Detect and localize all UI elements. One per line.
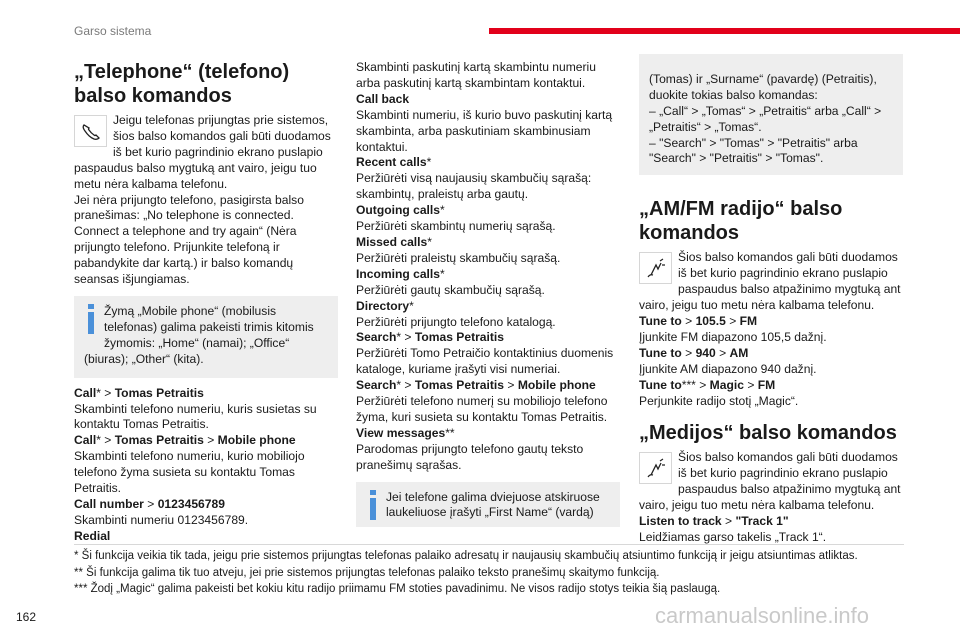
- radio-heading: „AM/FM radijo“ balso komandos: [639, 198, 843, 245]
- info-icon: [366, 490, 380, 524]
- telephone-heading: „Telephone“ (telefono) balso komandos: [74, 61, 290, 107]
- info-icon: [84, 304, 98, 338]
- command-tune-am: Tune to > 940 > AM Įjunkite AM diapazono 940 dažnį.: [639, 345, 817, 376]
- voice-icon: [639, 452, 672, 484]
- media-intro: Šios balso komandos gali būti duodamos iš bet kurio pagrindinio ekrano puslapio paspaudus balso atpažinimo mygtuką ant vairo, jeigu tuo metu nėra kalbama telefonu.: [639, 450, 901, 513]
- command-call-mobile: Call* > Tomas Petraitis > Mobile phone Skambinti telefono numeriu, kurio mobiliojo telefono žyma susieta su kontaktu Tomas Petraitis.: [74, 433, 305, 496]
- info-note-name-fields: Jei telefone galima dviejuose atskiruose laukeliuose įrašyti „First Name“ (vardą): [356, 482, 620, 528]
- watermark: carmanualsonline.info: [655, 603, 870, 628]
- command-outgoing-calls: Outgoing calls* Peržiūrėti skambintų numerių sąrašą.: [356, 203, 556, 234]
- column-phone-commands: [356, 60, 620, 527]
- command-recent-calls: Recent calls* Peržiūrėti visą naujausių skambučių sąrašą: skambintų, praleistų arba gautų.: [356, 155, 592, 202]
- command-redial: Redial: [74, 528, 111, 543]
- info-note-mobile-phone: Žymą „Mobile phone“ (mobilusis telefonas) galima pakeisti trimis kitomis žymomis: „Home“ (namai); „Office“ (biuras); „Other“ (kita).: [74, 296, 338, 378]
- radio-intro: Šios balso komandos gali būti duodamos iš bet kurio pagrindinio ekrano puslapio paspaudus balso atpažinimo mygtuką ant vairo, jeigu tuo metu nėra kalbama telefonu.: [639, 250, 901, 313]
- redial-desc: Skambinti paskutinį kartą skambintu numeriu arba paskutinį kartą skambintam kontaktui.: [356, 60, 596, 90]
- command-call-contact: Call* > Tomas Petraitis Skambinti telefono numeriu, kuris susietas su kontaktu Tomas Petraitis.: [74, 385, 317, 432]
- footnotes: [74, 548, 904, 598]
- phone-icon: [74, 115, 107, 147]
- column-radio-media: [639, 60, 903, 546]
- page-number: 162: [16, 610, 37, 624]
- column-telephone: [74, 60, 338, 545]
- command-tune-fm: Tune to > 105.5 > FM Įjunkite FM diapazono 105,5 dažnį.: [639, 313, 827, 344]
- command-missed-calls: Missed calls* Peržiūrėti praleistų skambučių sąrašą.: [356, 234, 561, 265]
- command-call-back: Call back Skambinti numeriu, iš kurio buvo paskutinį kartą skambinta, arba paskutiniam skambinusiam kontaktui.: [356, 91, 613, 154]
- command-view-messages: View messages** Parodomas prijungto telefono gautų teksto pranešimų sąrašas.: [356, 425, 584, 472]
- command-call-number: Call number > 0123456789 Skambinti numeriu 0123456789.: [74, 496, 249, 527]
- footnote-2: ** Ši funkcija galima tik tuo atveju, jei prie sistemos prijungtas telefonas palaiko teksto pranešimų skaitymo funkciją.: [74, 566, 660, 579]
- command-search-mobile: Search* > Tomas Petraitis > Mobile phone Peržiūrėti telefono numerį su mobiliojo telefono žyma, kuri susieta su kontaktu Tomas Petraitis.: [356, 378, 608, 424]
- footnote-divider: [74, 544, 904, 545]
- footnote-3: *** Žodį „Magic“ galima pakeisti bet kokiu kitu radijo priimamu FM stoties pavadinimu. Ne visos radijo stotys teikia šią paslaugą.: [74, 583, 721, 596]
- info-note-name-fields-cont: (Tomas) ir „Surname“ (pavardę) (Petraitis), duokite tokias balso komandas: – „Call“ > „Tomas“ > „Petraitis“ arba „Call“ > „Petraitis“ > „Tomas“. – "Search" > "Tomas" > "Petraitis" arba "Search" > "Petraitis" > "Tomas".: [639, 54, 903, 175]
- command-directory: Directory* Peržiūrėti prijungto telefono katalogą.: [356, 298, 556, 329]
- section-title: Garso sistema: [74, 24, 152, 38]
- telephone-intro: Jeigu telefonas prijungtas prie sistemos, šios balso komandos gali būti duodamos iš bet kurio pagrindinio ekrano puslapio paspaudus balso mygtuką ant vairo, jeigu tuo metu nėra kalbama telefonu. Jei nėra prijungto telefono, pasigirsta balso pranešimas: „No telephone is connected. Connect a telephone and try again“ (Nėra prijungto telefono. Prijunkite telefoną ir pabandykite dar kartą.) ir balso komandų seansas išjungiamas.: [74, 113, 331, 287]
- command-incoming-calls: Incoming calls* Peržiūrėti gautų skambučių sąrašą.: [356, 266, 545, 297]
- media-heading: „Medijos“ balso komandos: [639, 422, 897, 445]
- command-listen-track: Listen to track > "Track 1" Leidžiamas garso takelis „Track 1“.: [639, 514, 827, 544]
- command-search-contact: Search* > Tomas Petraitis Peržiūrėti Tomo Petraičio kontaktinius duomenis kataloge, kuriame įrašyti visi numeriai.: [356, 330, 614, 377]
- header-accent-bar: [489, 28, 960, 34]
- voice-icon: [639, 252, 672, 284]
- footnote-1: * Ši funkcija veikia tik tada, jeigu prie sistemos prijungtas telefonas palaiko adresatų ir naujausių skambučių atsiuntimo funkciją ir jeigu atsiuntimas atliktas.: [74, 550, 858, 562]
- command-tune-magic: Tune to*** > Magic > FM Perjunkite radijo stotį „Magic“.: [639, 377, 799, 408]
